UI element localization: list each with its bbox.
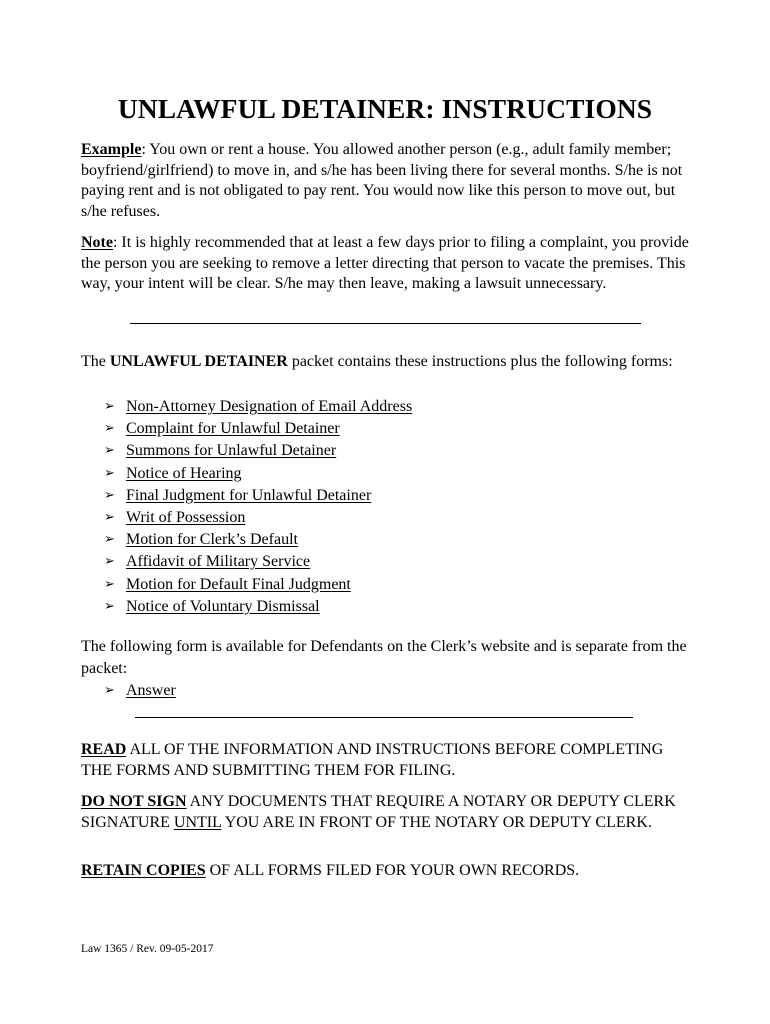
until-word: UNTIL xyxy=(173,813,222,831)
form-link-motion-clerks-default[interactable]: Motion for Clerk’s Default xyxy=(126,531,298,549)
list-item xyxy=(104,552,412,574)
form-link-affidavit-military-service[interactable]: Affidavit of Military Service xyxy=(126,553,311,571)
retain-text: OF ALL FORMS FILED FOR YOUR OWN RECORDS. xyxy=(205,862,580,879)
example-label: Example xyxy=(81,141,142,158)
list-item xyxy=(104,486,412,508)
arrow-bullet-icon: ➢ xyxy=(104,683,115,698)
form-link-writ-of-possession[interactable]: Writ of Possession xyxy=(126,508,246,526)
list-item xyxy=(104,681,176,703)
do-not-sign-label: DO NOT SIGN xyxy=(81,793,187,810)
note-text: : It is highly recommended that at least a few days prior to filing a complaint, you provide the person you are seeking to remove a letter directing that person to vacate the premises. This way, your intent will be clear. S/he may then leave, making a lawsuit unnecessary. xyxy=(81,234,689,292)
example-paragraph xyxy=(81,140,691,222)
arrow-bullet-icon: ➢ xyxy=(104,554,115,570)
form-link-final-judgment[interactable]: Final Judgment for Unlawful Detainer xyxy=(126,486,372,504)
list-item xyxy=(104,419,412,441)
retain-copies-instruction xyxy=(81,861,691,882)
intro-prefix: The xyxy=(81,353,110,370)
arrow-bullet-icon: ➢ xyxy=(104,532,115,548)
form-link-notice-voluntary-dismissal[interactable]: Notice of Voluntary Dismissal xyxy=(126,597,320,615)
arrow-bullet-icon: ➢ xyxy=(104,509,115,525)
do-not-sign-instruction xyxy=(81,792,691,833)
arrow-bullet-icon: ➢ xyxy=(104,576,115,592)
arrow-bullet-icon: ➢ xyxy=(104,421,115,437)
retain-label: RETAIN COPIES xyxy=(81,862,206,879)
list-item xyxy=(104,575,412,597)
list-item xyxy=(104,597,412,619)
section-divider xyxy=(135,717,633,718)
form-footer: Law 1365 / Rev. 09-05-2017 xyxy=(81,943,214,955)
do-not-sign-text-after: YOU ARE IN FRONT OF THE NOTARY OR DEPUTY CLERK. xyxy=(221,813,652,831)
packet-forms-list xyxy=(104,397,412,619)
arrow-bullet-icon: ➢ xyxy=(104,443,115,459)
read-text: ALL OF THE INFORMATION AND INSTRUCTIONS BEFORE COMPLETING THE FORMS AND SUBMITTING THEM FOR FILING. xyxy=(81,741,664,779)
note-paragraph xyxy=(81,233,691,295)
arrow-bullet-icon: ➢ xyxy=(104,598,115,614)
section-divider xyxy=(130,323,641,324)
arrow-bullet-icon: ➢ xyxy=(104,487,115,503)
form-link-complaint[interactable]: Complaint for Unlawful Detainer xyxy=(126,420,340,438)
list-item xyxy=(104,530,412,552)
form-link-notice-of-hearing[interactable]: Notice of Hearing xyxy=(126,464,242,482)
list-item xyxy=(104,397,412,419)
form-link-answer[interactable]: Answer xyxy=(126,682,176,699)
arrow-bullet-icon: ➢ xyxy=(104,399,115,414)
arrow-bullet-icon: ➢ xyxy=(104,465,115,481)
list-item xyxy=(104,441,412,463)
read-instruction xyxy=(81,740,691,781)
list-item xyxy=(104,464,412,486)
form-link-motion-default-final-judgment[interactable]: Motion for Default Final Judgment xyxy=(126,575,351,593)
read-label: READ xyxy=(81,741,127,758)
note-label: Note xyxy=(81,234,113,251)
do-not-sign-text-before: ANY DOCUMENTS THAT REQUIRE A NOTARY OR DEPUTY CLERK SIGNATURE xyxy=(81,793,676,831)
form-link-non-attorney-designation[interactable]: Non-Attorney Designation of Email Address xyxy=(126,398,413,415)
intro-suffix: packet contains these instructions plus the following forms: xyxy=(287,353,673,370)
form-link-summons[interactable]: Summons for Unlawful Detainer xyxy=(126,442,337,460)
intro-emphasis: UNLAWFUL DETAINER xyxy=(109,353,288,370)
list-item xyxy=(104,508,412,530)
defendant-forms-list xyxy=(104,681,176,703)
page-title: UNLAWFUL DETAINER: INSTRUCTIONS xyxy=(117,93,653,124)
defendants-paragraph: The following form is available for Defendants on the Clerk’s website and is separate from the packet: xyxy=(81,638,687,677)
packet-intro xyxy=(81,352,691,373)
example-text: : You own or rent a house. You allowed another person (e.g., adult family member; boyfriend/girlfriend) to move in, and s/he has been living there for several months. S/he is not paying rent and is not obligated to pay rent. You would now like this person to move out, but s/he refuses. xyxy=(81,141,683,220)
